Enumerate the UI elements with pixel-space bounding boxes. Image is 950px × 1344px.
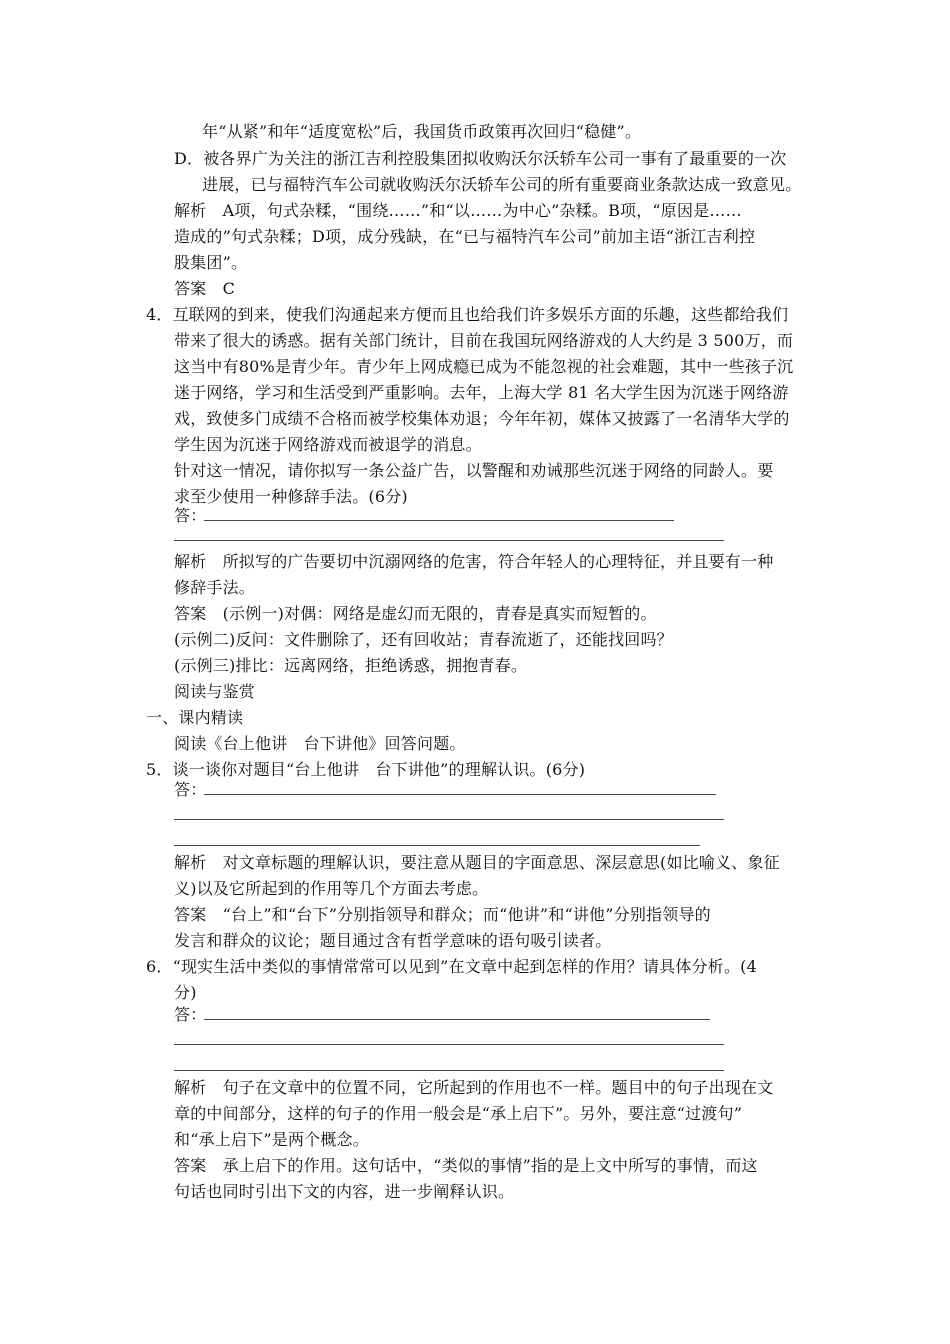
q4-answer-line[interactable] [204,520,674,521]
q6-answer-line[interactable] [174,1044,724,1045]
q6-answer-line[interactable] [174,1070,724,1071]
q6-explanation-line2: 章的中间部分，这样的句子的作用一般会是“承上启下”。另外，要注意“过渡句” [174,1104,743,1123]
q4-task: 针对这一情况，请你拟写一条公益广告，以警醒和劝诫那些沉迷于网络的同龄人。要 [174,461,774,480]
q4-answer-label: 答： [174,506,207,525]
q5-answer-line2: 发言和群众的议论；题目通过含有哲学意味的语句吸引读者。 [174,931,612,950]
q4-answer-example3: (示例三)排比：远离网络，拒绝诱惑，拥抱青春。 [174,656,528,675]
q3-explanation: 解析 A项，句式杂糅，“围绕……”和“以……为中心”杂糅。B项，“原因是…… [174,201,742,220]
q3-explanation-line2: 造成的”句式杂糅；D项，成分残缺，在“已与福特汽车公司”前加主语“浙江吉利控 [174,227,756,246]
q4-explanation-line2: 修辞手法。 [174,578,256,597]
q3-option-d: D．被各界广为关注的浙江吉利控股集团拟收购沃尔沃轿车公司一事有了最重要的一次 [174,149,787,168]
q3-option-d-continuation: 进展，已与福特汽车公司就收购沃尔沃轿车公司的所有重要商业条款达成一致意见。 [202,175,802,194]
q5-answer-label: 答： [174,780,207,799]
q5-explanation-line2: 义)以及它所起到的作用等几个方面去考虑。 [174,879,489,898]
q4-question-line2: 带来了很大的诱惑。据有关部门统计，目前在我国玩网络游戏的人大约是 3 500万，而 [174,331,794,350]
q5-question: 5．谈一谈你对题目“台上他讲 台下讲他”的理解认识。(6分) [146,760,586,779]
q4-answer-example2: (示例二)反问：文件删除了，还有回收站；青春流逝了，还能找回吗？ [174,630,673,649]
q4-question-line3: 这当中有80%是青少年。青少年上网成瘾已成为不能忽视的社会难题，其中一些孩子沉 [174,357,794,376]
q5-answer-line[interactable] [174,819,724,820]
q4-answer-line[interactable] [174,540,724,541]
q4-task-line2: 求至少使用一种修辞手法。(6分) [174,487,408,506]
section-subtitle: 一、课内精读 [146,708,244,727]
q6-question: 6．“现实生活中类似的事情常常可以见到”在文章中起到怎样的作用？请具体分析。(4 [146,957,757,976]
section-intro: 阅读《台上他讲 台下讲他》回答问题。 [174,734,466,753]
q5-answer: 答案 “台上”和“台下”分别指领导和群众；而“他讲”和“讲他”分别指领导的 [174,905,711,924]
q3-option-c-continuation: 年“从紧”和年“适度宽松”后，我国货币政策再次回归“稳健”。 [202,122,642,141]
q3-explanation-line3: 股集团”。 [174,253,248,272]
q5-explanation: 解析 对文章标题的理解认识，要注意从题目的字面意思、深层意思(如比喻义、象征 [174,853,780,872]
q6-explanation: 解析 句子在文章中的位置不同，它所起到的作用也不一样。题目中的句子出现在文 [174,1078,774,1097]
q4-answer-example1: 答案 (示例一)对偶：网络是虚幻而无限的，青春是真实而短暂的。 [174,604,657,623]
q5-answer-line[interactable] [204,794,716,795]
section-title: 阅读与鉴赏 [174,682,256,701]
q6-answer-line2: 句话也同时引出下文的内容，进一步阐释认识。 [174,1182,515,1201]
q4-question-line6: 学生因为沉迷于网络游戏而被退学的消息。 [174,435,482,454]
q3-answer: 答案 C [174,279,236,298]
q4-explanation: 解析 所拟写的广告要切中沉溺网络的危害，符合年轻人的心理特征，并且要有一种 [174,552,774,571]
q6-question-line2: 分) [174,983,197,1002]
q5-answer-line[interactable] [174,845,700,846]
q6-explanation-line3: 和“承上启下”是两个概念。 [174,1130,369,1149]
q6-answer-line[interactable] [204,1019,710,1020]
q4-question-line4: 迷于网络，学习和生活受到严重影响。去年，上海大学 81 名大学生因为沉迷于网络游 [174,383,789,402]
q4-question: 4．互联网的到来，使我们沟通起来方便而且也给我们许多娱乐方面的乐趣，这些都给我们 [146,305,789,324]
q6-answer: 答案 承上启下的作用。这句话中，“类似的事情”指的是上文中所写的事情，而这 [174,1156,758,1175]
q6-answer-label: 答： [174,1005,207,1024]
q4-question-line5: 戏，致使多门成绩不合格而被学校集体劝退；今年年初，媒体又披露了一名清华大学的 [174,409,790,428]
